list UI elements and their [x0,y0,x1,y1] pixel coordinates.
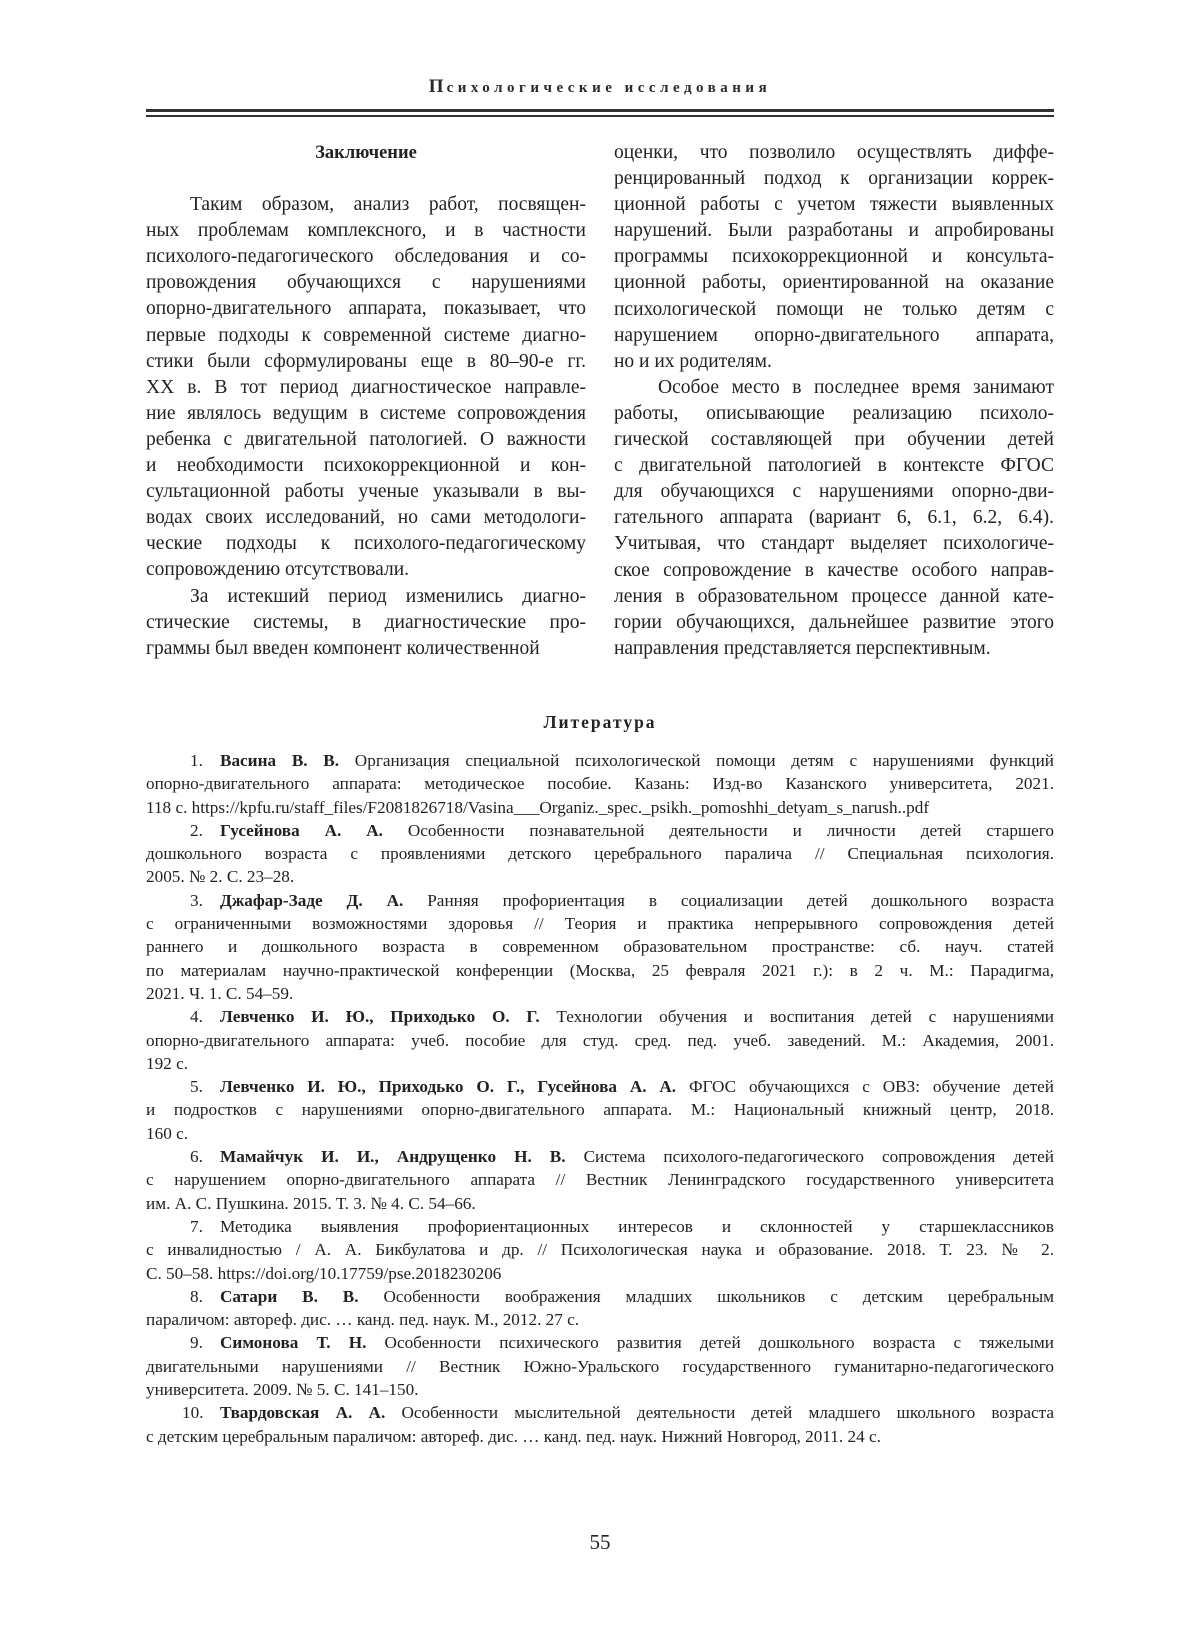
text-line: ционной работы, ориентированной на оказание [614,272,1054,294]
reference-text-line: раннего и дошкольного возраста в современном образовательном пространстве: сб. науч. статей [146,937,1054,957]
reference-item [146,1145,1054,1215]
right-column [614,140,1054,662]
reference-number: 1. [190,751,203,770]
reference-text: Особенности психического развития детей дошкольного возраста с тяжелыми [366,1333,1054,1353]
reference-authors: Гусейнова А. А. [220,820,383,840]
reference-item [146,1215,1054,1285]
reference-authors: Мамайчук И. И., Андрущенко Н. В. [220,1147,566,1167]
reference-text-line: опорно-двигательного аппарата: учеб. пособие для студ. сред. пед. учеб. заведений. М.: Академия, 2001. [146,1030,1054,1050]
reference-first-line [146,1285,1054,1308]
text-line: ческие подходы к психолого-педагогическому [146,533,586,555]
conclusion-title: Заключение [315,143,417,163]
text-line: сопровождению отсутствовали. [146,559,410,581]
reference-number: 3. [190,890,203,910]
text-line: провождения обучающихся с нарушениями [146,272,586,294]
reference-first-line [146,1331,1054,1354]
reference-item [146,1331,1054,1401]
reference-authors: Твардовская А. А. [220,1403,386,1423]
header-rule-thin [146,115,1054,117]
reference-first-line [146,1145,1054,1168]
conclusion-section [146,140,1054,662]
text-line: ренцированный подход к организации коррек- [614,168,1054,190]
reference-first-line [146,1005,1054,1028]
text-line: За истекший период изменились диагно- [190,585,586,607]
reference-first-line [146,749,1054,772]
reference-authors: Симонова Т. Н. [220,1333,367,1353]
text-line: опорно-двигательного аппарата, показывает, что [146,298,586,320]
reference-number: 4. [190,1007,203,1027]
reference-text-line: 192 с. [146,1053,189,1073]
reference-text-line: параличом: автореф. дис. … канд. пед. наук. М., 2012. 27 с. [146,1310,580,1330]
reference-number: 2. [190,820,203,840]
text-line: ское сопровождение в качестве особого направ- [614,559,1054,581]
reference-authors: Сатари В. В. [220,1286,359,1306]
reference-text: Методика выявления профориентационных интересов и склонностей у старшеклассников [220,1216,1054,1236]
text-line: гической составляющей при обучении детей [614,429,1054,451]
reference-authors: Левченко И. Ю., Приходько О. Г., Гусейнова А. А. [220,1077,677,1097]
reference-text-line: с нарушением опорно-двигательного аппарата // Вестник Ленинградского государственного университета [146,1170,1054,1190]
reference-item [146,1075,1054,1145]
reference-text-line: дошкольного возраста с проявлениями детского церебрального паралича // Специальная психология. [146,844,1054,864]
text-line: ционной работы с учетом тяжести выявленных [614,194,1054,216]
text-line: сультационной работы ученые указывали в вы- [146,481,586,503]
text-line: ние являлось ведущим в системе сопровождения [146,402,586,424]
text-line: гательного аппарата (вариант 6, 6.1, 6.2, 6.4). [614,507,1054,529]
reference-number: 8. [190,1286,203,1306]
reference-text-line: им. А. С. Пушкина. 2015. Т. 3. № 4. С. 54–66. [146,1193,476,1213]
text-line: стики были сформулированы еще в 80–90-е гг. [146,350,586,372]
reference-item [146,1285,1054,1332]
text-line: нарушений. Были разработаны и апробированы [614,220,1054,242]
reference-text: Ранняя профориентация в социализации детей дошкольного возраста [403,890,1054,910]
reference-text-line: С. 50–58. https://doi.org/10.17759/pse.2018230206 [146,1263,502,1283]
reference-text-line: 2021. Ч. 1. С. 54–59. [146,983,294,1003]
reference-text: ФГОС обучающихся с ОВЗ: обучение детей [676,1077,1054,1097]
reference-text: Особенности воображения младших школьников с детским церебральным [358,1286,1054,1306]
text-line: нарушением опорно-двигательного аппарата, [614,324,1054,346]
reference-text-line: и подростков с нарушениями опорно-двигательного аппарата. М.: Национальный книжный центр, 2018. [146,1100,1054,1120]
running-head: Психологические исследования [428,76,772,97]
text-line: психологической помощи не только детям с [614,298,1054,320]
reference-authors: Джафар-Заде Д. А. [220,890,404,910]
reference-item [146,749,1054,819]
reference-text-line: университета. 2009. № 5. С. 141–150. [146,1380,419,1400]
reference-first-line [146,1215,1054,1238]
page-number: 55 [589,1530,611,1554]
reference-authors: Левченко И. Ю., Приходько О. Г. [220,1007,540,1027]
text-line: ребенка с двигательной патологией. О важности [146,428,586,450]
reference-number: 7. [190,1216,203,1236]
reference-first-line [146,1401,1054,1424]
reference-text: Организация специальной психологической помощи детям с нарушениями функций [339,751,1055,770]
left-column [146,140,586,662]
text-line: первые подходы к современной системе диагно- [146,324,586,346]
text-line: Учитывая, что стандарт выделяет психологиче- [614,533,1054,555]
reference-item [146,1005,1054,1075]
text-line: психолого-педагогического обследования и со- [146,246,586,268]
text-line: Особое место в последнее время занимают [658,376,1054,398]
reference-number: 10. [182,1403,204,1423]
reference-text-line: с инвалидностью / А. А. Бикбулатова и др. // Психологическая наука и образование. 2018. Т. 23. № 2. [146,1240,1054,1260]
text-line: Таким образом, анализ работ, посвящен- [190,194,586,216]
reference-number: 9. [190,1333,203,1353]
text-line: водах своих исследований, но сами методологи- [146,507,586,529]
literature-title: Литература [543,712,657,732]
text-line: и необходимости психокоррекционной и кон- [146,455,586,477]
reference-text-line: с детским церебральным параличом: автореф. дис. … канд. пед. наук. Нижний Новгород, 2011. 24 с. [146,1426,881,1446]
reference-text-line: с ограниченными возможностями здоровья // Теория и практика непрерывного сопровождения детей [146,914,1054,934]
header-rule-thick [146,109,1054,112]
reference-item [146,1401,1054,1448]
text-line: стические системы, в диагностические про- [146,611,586,633]
text-line: ления в образовательном процессе данной кате- [614,585,1054,607]
reference-first-line [146,889,1054,912]
text-line: но и их родителям. [614,350,772,372]
reference-first-line [146,819,1054,842]
reference-text-line: опорно-двигательного аппарата: методическое пособие. Казань: Изд-во Казанского университета, 2021. [146,774,1054,794]
text-line: ных проблемам комплексного, и в частности [146,220,586,242]
reference-number: 5. [190,1077,203,1097]
reference-text-line: 2005. № 2. С. 23–28. [146,867,295,887]
text-line: для обучающихся с нарушениями опорно-дви- [614,481,1054,503]
reference-first-line [146,1075,1054,1098]
text-line: работы, описывающие реализацию психоло- [614,402,1054,424]
reference-number: 6. [190,1147,203,1167]
reference-list [146,749,1054,1448]
text-line: гории обучающихся, дальнейшее развитие этого [614,611,1054,633]
text-line: программы психокоррекционной и консульта- [614,246,1054,268]
reference-authors: Васина В. В. [220,751,340,770]
text-line: XX в. В тот период диагностическое направле- [146,376,586,398]
reference-text: Особенности познавательной деятельности и личности детей старшего [382,820,1054,840]
reference-text-line: 160 с. [146,1123,189,1143]
reference-item [146,819,1054,889]
reference-text: Система психолого-педагогического сопровождения детей [565,1147,1054,1167]
reference-text-line: двигательными нарушениями // Вестник Южно-Уральского государственного гуманитарно-педагогического [146,1356,1054,1376]
text-line: с двигательной патологией в контексте ФГОС [614,455,1054,477]
text-line: оценки, что позволило осуществлять диффе- [614,142,1054,163]
text-line: направления представляется перспективным. [614,637,991,659]
reference-text-line: по материалам научно-практической конференции (Москва, 25 февраля 2021 г.): в 2 ч. М.: Парадигма, [146,960,1054,980]
text-line: граммы был введен компонент количественной [146,637,540,659]
reference-text: Особенности мыслительной деятельности детей младшего школьного возраста [385,1403,1054,1423]
reference-text-line: 118 с. https://kpfu.ru/staff_files/F2081826718/Vasina___Organiz._spec._psikh._pomoshhi_detyam_s_narush..pdf [146,797,930,817]
reference-text: Технологии обучения и воспитания детей с нарушениями [539,1007,1054,1027]
reference-item [146,889,1054,1005]
